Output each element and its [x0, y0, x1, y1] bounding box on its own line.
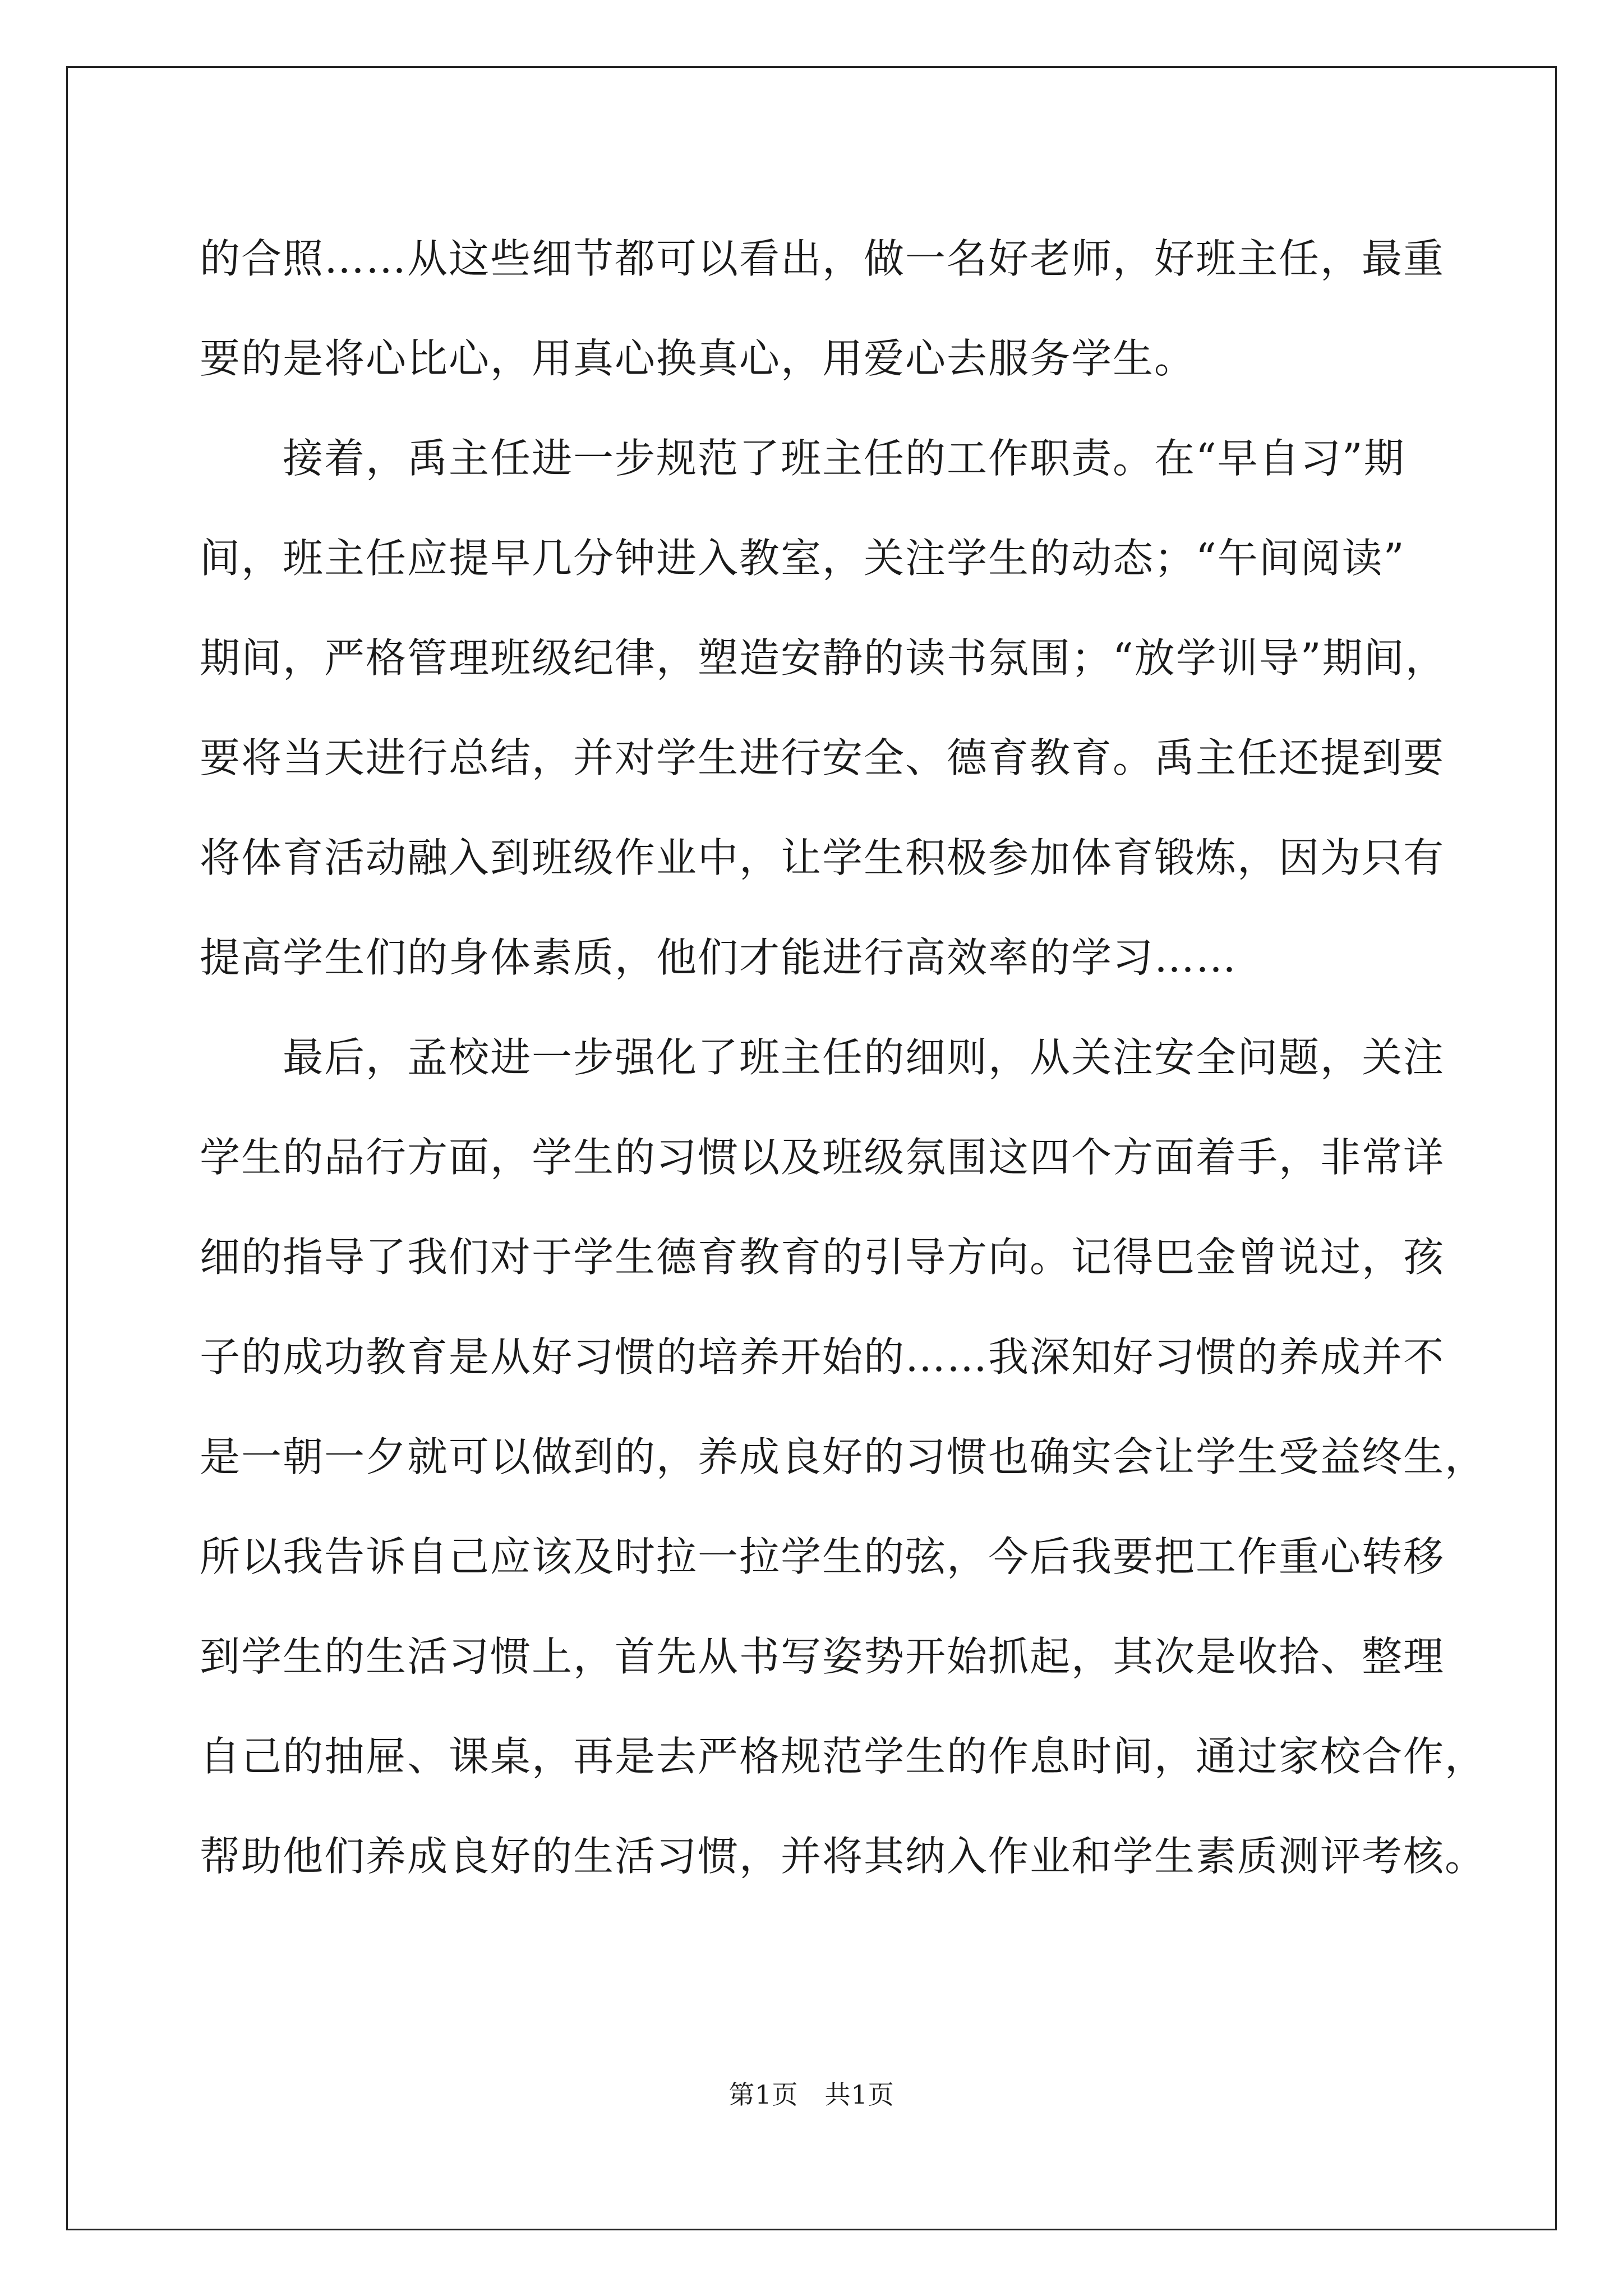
- text-line: 期间，严格管理班级纪律，塑造安静的读书氛围；“放学训导”期间，: [200, 634, 1447, 682]
- text-line: 提高学生们的身体素质，他们才能进行高效率的学习……: [200, 934, 1238, 981]
- text-line: 要的是将心比心，用真心换真心，用爱心去服务学生。: [200, 335, 1196, 382]
- text-line: 学生的品行方面，学生的习惯以及班级氛围这四个方面着手，非常详: [200, 1134, 1445, 1181]
- document-body: [200, 209, 1487, 1906]
- text-line: 细的指导了我们对于学生德育教育的引导方向。记得巴金曾说过，孩: [200, 1234, 1445, 1281]
- text-line: 到学生的生活习惯上，首先从书写姿势开始抓起，其次是收拾、整理: [200, 1633, 1445, 1680]
- text-line: 是一朝一夕就可以做到的，养成良好的习惯也确实会让学生受益终生，: [200, 1433, 1487, 1480]
- paragraph-first-line: 最后，孟校进一步强化了班主任的细则，从关注安全问题，关注: [283, 1034, 1445, 1081]
- paragraph-first-line: 接着，禹主任进一步规范了班主任的工作职责。在“早自习”期: [283, 435, 1405, 482]
- page-number-footer: 第1页 共1页: [728, 2079, 895, 2110]
- text-line: 间，班主任应提早几分钟进入教室，关注学生的动态；“午间阅读”: [200, 535, 1405, 582]
- text-line: 所以我告诉自己应该及时拉一拉学生的弦，今后我要把工作重心转移: [200, 1533, 1445, 1580]
- text-line: 自己的抽屉、课桌，再是去严格规范学生的作息时间，通过家校合作，: [200, 1733, 1487, 1780]
- text-line: 的合照……从这些细节都可以看出，做一名好老师，好班主任，最重: [200, 235, 1445, 282]
- text-line: 要将当天进行总结，并对学生进行安全、德育教育。禹主任还提到要: [200, 734, 1445, 781]
- text-line: 子的成功教育是从好习惯的培养开始的……我深知好习惯的养成并不: [200, 1333, 1445, 1381]
- text-line: 帮助他们养成良好的生活习惯，并将其纳入作业和学生素质测评考核。: [200, 1833, 1487, 1880]
- text-line: 将体育活动融入到班级作业中，让学生积极参加体育锻炼，因为只有: [200, 834, 1445, 881]
